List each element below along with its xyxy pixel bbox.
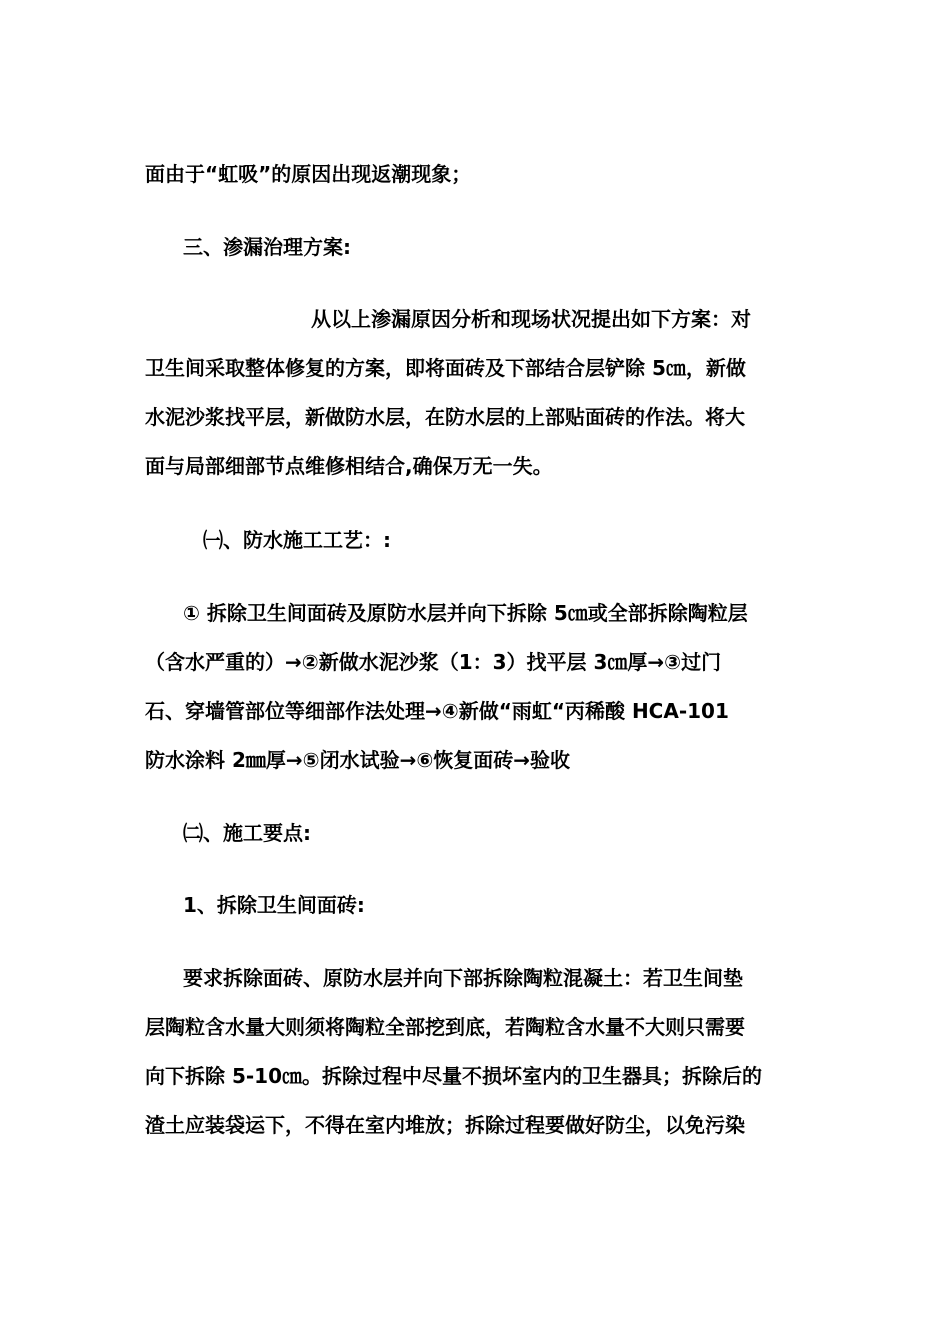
- demolition-paragraph-line-4: 渣土应装袋运下，不得在室内堆放；拆除过程要做好防尘，以免污染: [145, 1113, 745, 1137]
- demolition-paragraph-line-2: 层陶粒含水量大则须将陶粒全部挖到底，若陶粒含水量不大则只需要: [145, 1015, 745, 1039]
- process-paragraph-line-2: （含水严重的）→②新做水泥沙浆（1：3）找平层 3㎝厚→③过门: [145, 650, 722, 674]
- demolition-paragraph-line-1: 要求拆除面砖、原防水层并向下部拆除陶粒混凝土：若卫生间垫: [183, 966, 743, 990]
- subheading-waterproof-process: ㈠、防水施工工艺：:: [203, 528, 391, 552]
- analysis-paragraph-line-4: 面与局部细部节点维修相结合,确保万无一失。: [145, 454, 553, 478]
- analysis-paragraph-line-2: 卫生间采取整体修复的方案，即将面砖及下部结合层铲除 5㎝，新做: [145, 356, 746, 380]
- subheading-construction-points: ㈡、施工要点:: [183, 821, 311, 845]
- demolition-paragraph-line-3: 向下拆除 5-10㎝。拆除过程中尽量不损坏室内的卫生器具；拆除后的: [145, 1064, 763, 1088]
- analysis-paragraph-line-3: 水泥沙浆找平层，新做防水层，在防水层的上部贴面砖的作法。将大: [145, 405, 745, 429]
- paragraph-continuation-line: 面由于“虹吸”的原因出现返潮现象；: [145, 162, 472, 186]
- item-1-title: 1、拆除卫生间面砖:: [183, 893, 365, 917]
- process-paragraph-line-3: 石、穿墙管部位等细部作法处理→④新做“雨虹“丙稀酸 HCA-101: [145, 699, 729, 723]
- process-paragraph-line-1: ① 拆除卫生间面砖及原防水层并向下拆除 5㎝或全部拆除陶粒层: [183, 601, 748, 625]
- analysis-paragraph-line-1: 从以上渗漏原因分析和现场状况提出如下方案：对: [311, 307, 751, 331]
- process-paragraph-line-4: 防水涂料 2㎜厚→⑤闭水试验→⑥恢复面砖→验收: [145, 748, 571, 772]
- section-heading-3: 三、渗漏治理方案:: [183, 235, 351, 259]
